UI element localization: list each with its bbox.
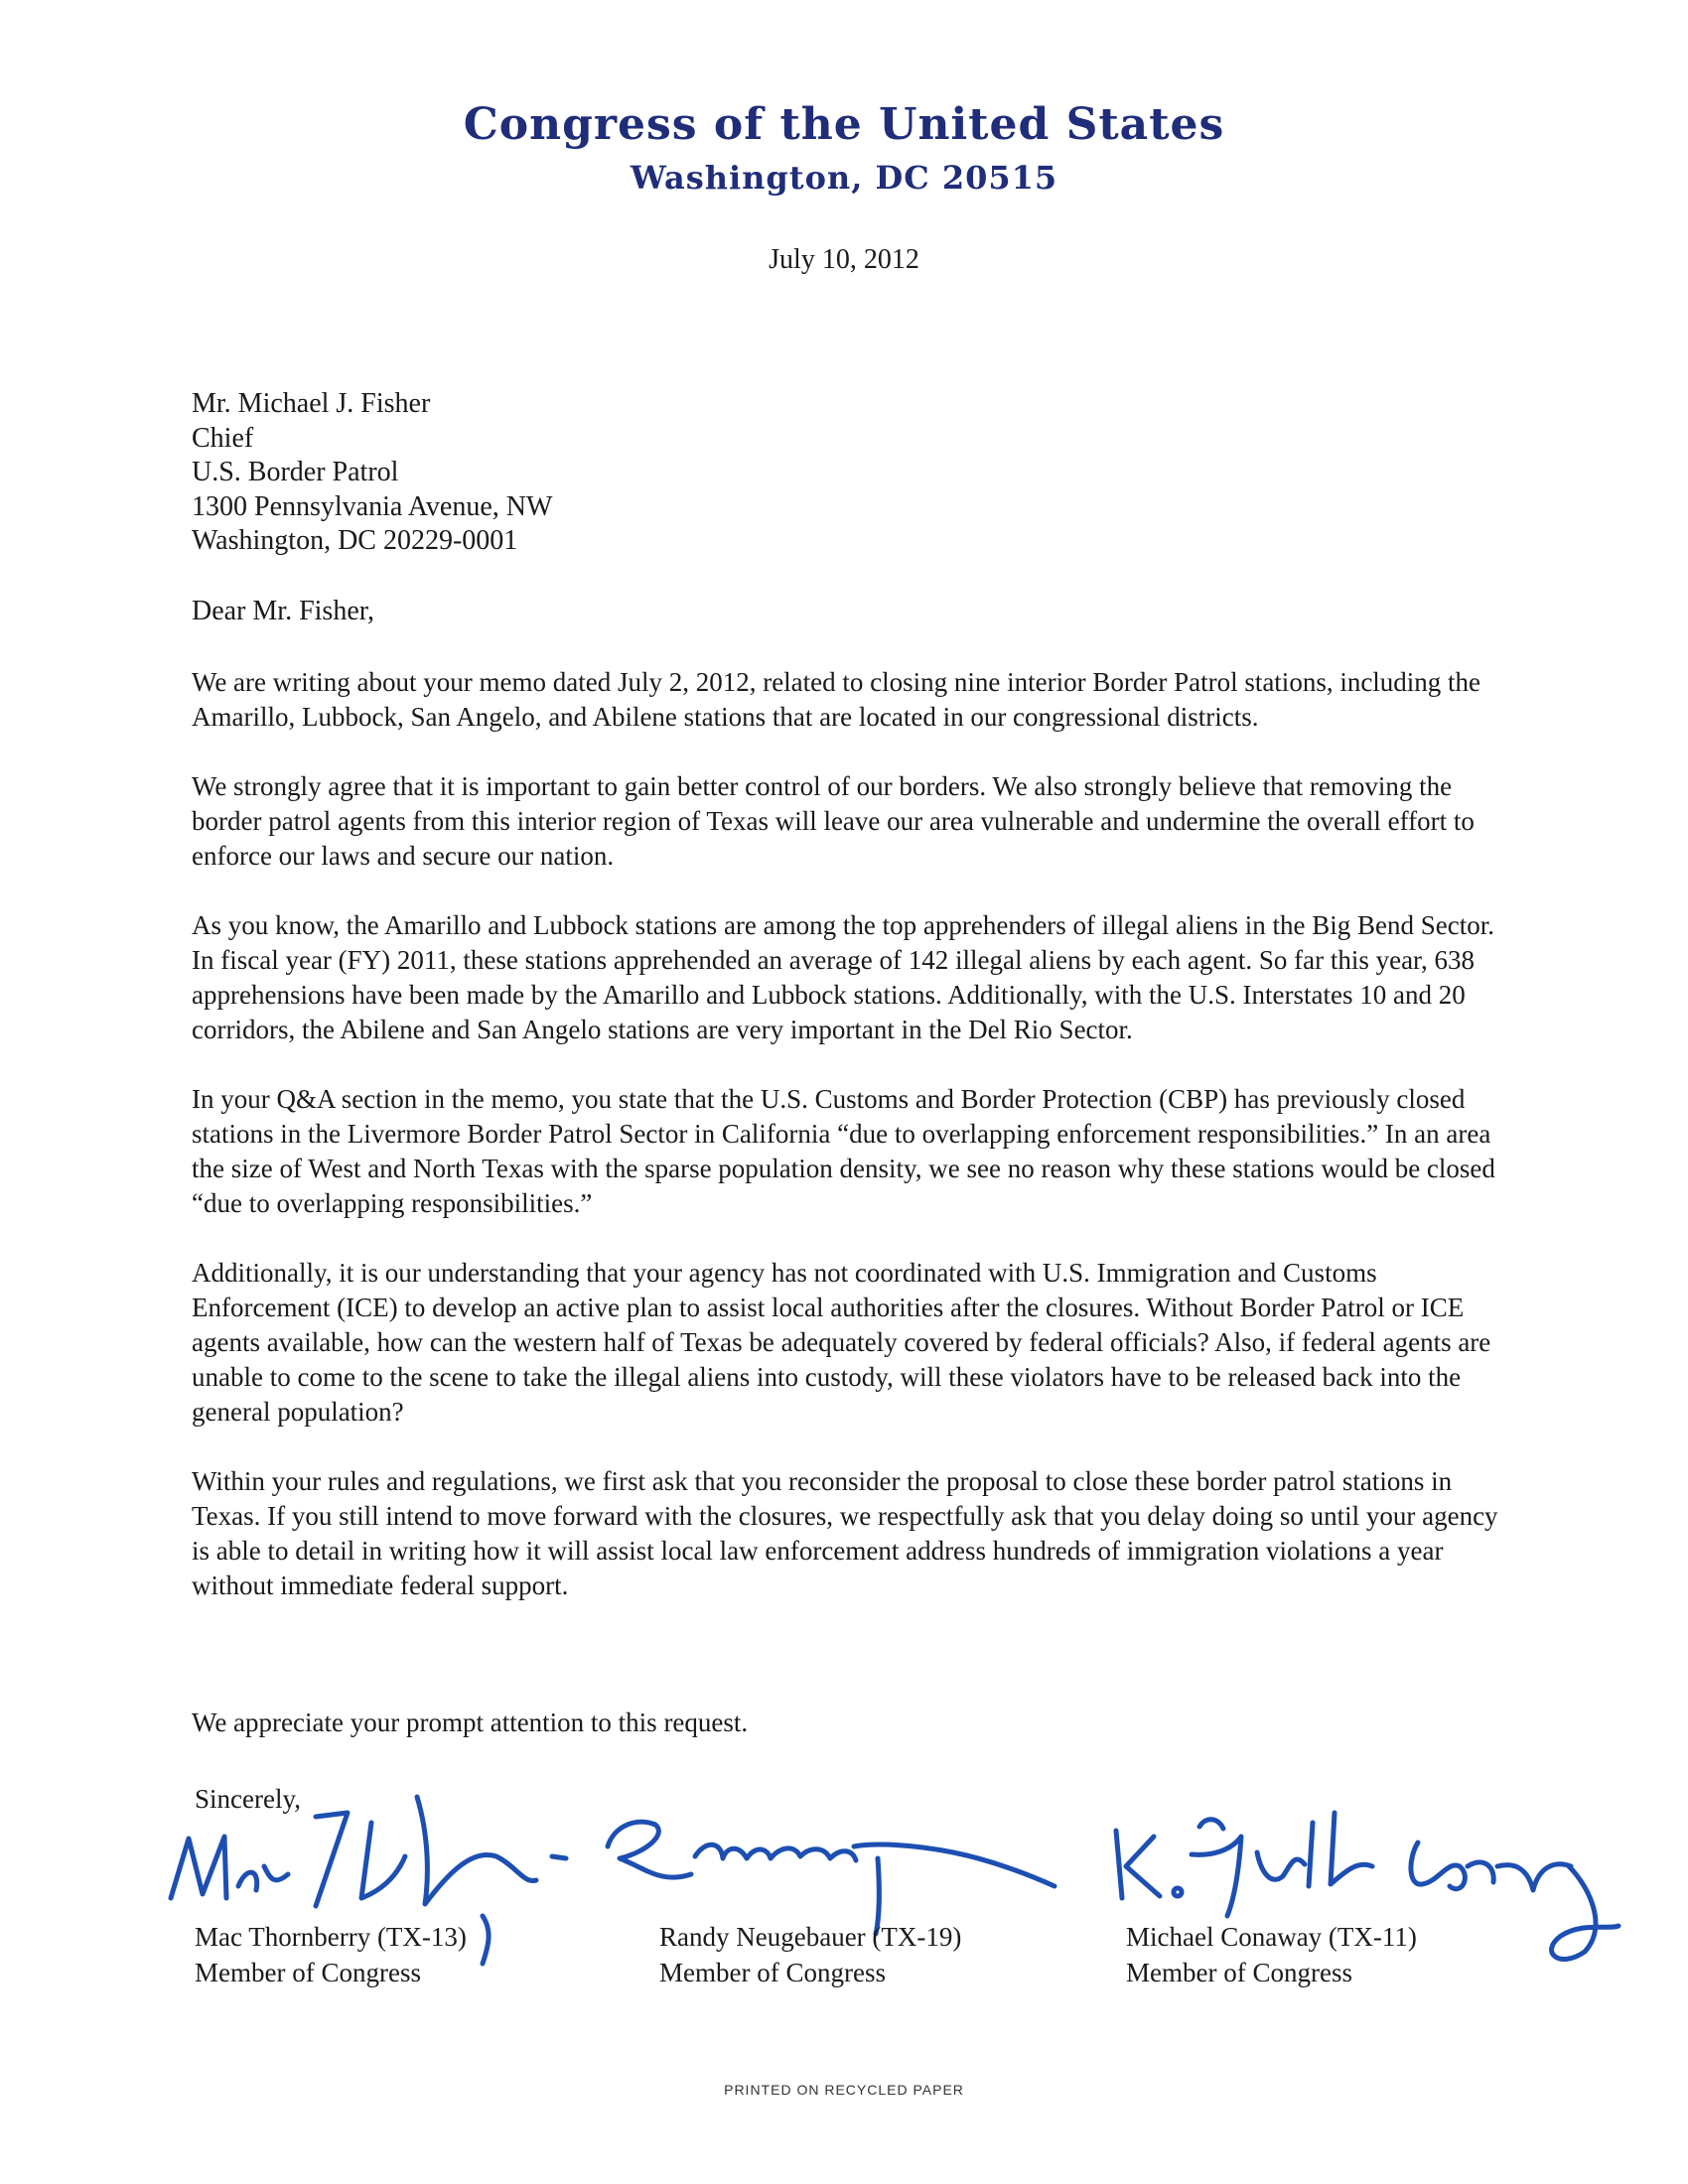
signature-neugebauer: [608, 1822, 1055, 1934]
body-paragraph: We strongly agree that it is important to gain better control of our borders. We also strongly believe that removing the border patrol agents from this interior region of Texas will leave our area vulnerable and undermine the overall effort to enforce our laws and secure our nation.: [192, 771, 1475, 871]
sign-off: Sincerely,: [195, 1784, 301, 1814]
closing-line: We appreciate your prompt attention to this request.: [192, 1707, 749, 1737]
letter-body: [192, 665, 1512, 1638]
signature-block-thornberry: [195, 1919, 467, 1990]
signatory-name: Michael Conaway (TX-11): [1126, 1922, 1417, 1952]
signatory-role: Member of Congress: [659, 1958, 886, 1987]
recipient-street: 1300 Pennsylvania Avenue, NW: [192, 490, 553, 522]
signatory-role: Member of Congress: [195, 1958, 421, 1987]
recycled-paper-footer: PRINTED ON RECYCLED PAPER: [724, 2082, 964, 2098]
signatory-name: Randy Neugebauer (TX-19): [659, 1922, 962, 1952]
recipient-city: Washington, DC 20229-0001: [192, 525, 518, 556]
body-paragraph: In your Q&A section in the memo, you state that the U.S. Customs and Border Protection (CBP) has previously closed stations in the Livermore Border Patrol Sector in California “due to overlapping enforcement responsibilities.” In an area the size of West and North Texas with the sparse population density, we see no reason why these stations would be closed “due to overlapping responsibilities.”: [192, 1084, 1495, 1218]
body-paragraph: Additionally, it is our understanding that your agency has not coordinated with U.S. Immigration and Customs Enforcement (ICE) to develop an active plan to assist local authorities after the closures. Without Border Patrol or ICE agents available, how can the western half of Texas be adequately covered by federal officials? Also, if federal agents are unable to come to the scene to take the illegal aliens into custody, will these violators have to be released back into the general population?: [192, 1258, 1491, 1427]
recipient-address-block: [192, 387, 552, 559]
body-paragraph: We are writing about your memo dated July 2, 2012, related to closing nine interior Border Patrol stations, including the Amarillo, Lubbock, San Angelo, and Abilene stations that are located in our congressional districts.: [192, 667, 1481, 732]
signatory-name: Mac Thornberry (TX-13): [195, 1922, 467, 1952]
signature-block-neugebauer: [659, 1919, 961, 1990]
letter-date: July 10, 2012: [769, 244, 919, 275]
letterhead-address: Washington, DC 20515: [630, 159, 1058, 197]
body-paragraph: As you know, the Amarillo and Lubbock stations are among the top apprehenders of illegal aliens in the Big Bend Sector. In fiscal year (FY) 2011, these stations apprehended an average of 142 illegal aliens by each agent. So far this year, 638 apprehensions have been made by the Amarillo and Lubbock stations. Additionally, with the U.S. Interstates 10 and 20 corridors, the Abilene and San Angelo stations are very important in the Del Rio Sector.: [192, 910, 1494, 1044]
recipient-title: Chief: [192, 422, 254, 454]
signatory-role: Member of Congress: [1126, 1958, 1352, 1987]
letterhead-title: Congress of the United States: [463, 99, 1225, 150]
recipient-organization: U.S. Border Patrol: [192, 457, 399, 487]
recipient-name: Mr. Michael J. Fisher: [192, 388, 431, 419]
signature-block-conaway: [1126, 1919, 1417, 1990]
salutation: Dear Mr. Fisher,: [192, 596, 374, 626]
body-paragraph: Within your rules and regulations, we first ask that you reconsider the proposal to close these border patrol stations in Texas. If you still intend to move forward with the closures, we respectfully ask that you delay doing so until your agency is able to detail in writing how it will assist local law enforcement address hundreds of immigration violations a year without immediate federal support.: [192, 1466, 1498, 1600]
